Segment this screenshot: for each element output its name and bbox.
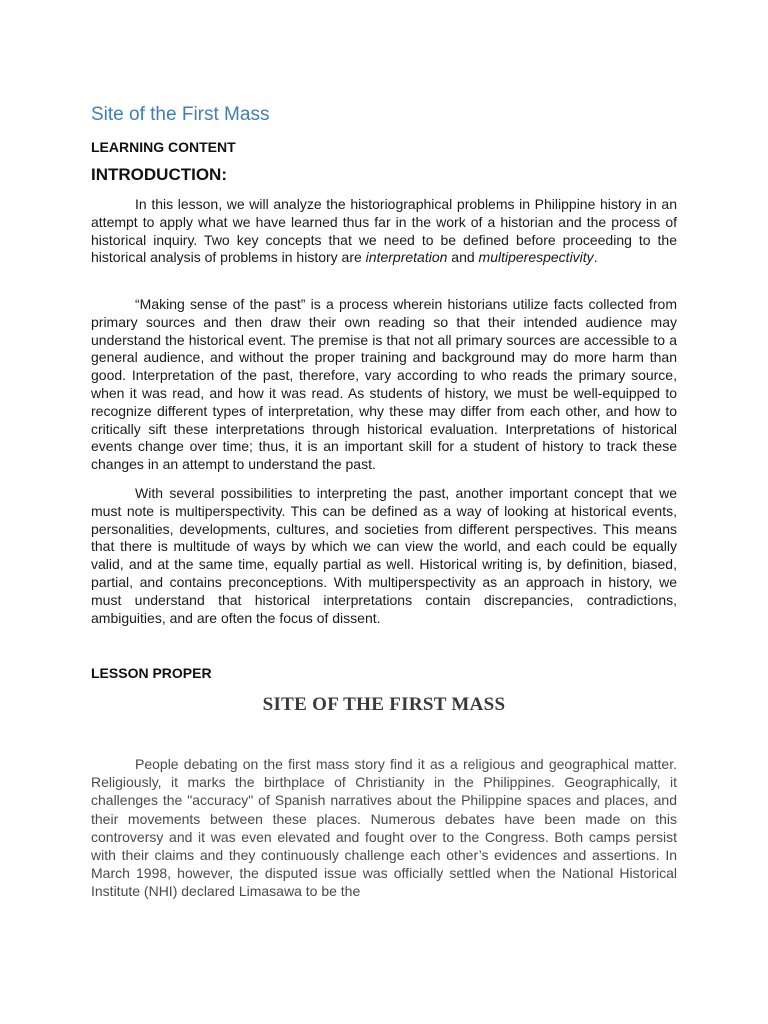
introduction-heading: INTRODUCTION: bbox=[91, 165, 227, 184]
intro-paragraph-3: With several possibilities to interpreting the past, another important concept that we must note is multiperspectivity. This can be defined as a way of looking at historical events, personalities, developments, cultures, and societies from different perspectives. This means that there is multitude of ways by which we can view the world, and each could be equally valid, and at the same time, equally partial as well. Historical writing is, by definition, biased, partial, and contains preconceptions. With multiperspectivity as an approach in history, we must understand that historical interpretations contain discrepancies, contradictions, ambiguities, and are often the focus of dissent. bbox=[91, 485, 677, 626]
lesson-title: SITE OF THE FIRST MASS bbox=[262, 694, 506, 715]
intro-p1-term-interpretation: interpretation bbox=[365, 249, 448, 266]
intro-p1-text-c: . bbox=[593, 249, 598, 266]
intro-paragraph-2: “Making sense of the past” is a process wherein historians utilize facts collected from primary sources and then draw their own reading so that their intended audience may understand the historical event. The premise is that not all primary sources are accessible to a general audience, and without the proper training and background may do more harm than good. Interpretation of the past, therefore, vary according to who reads the primary source, when it was read, and how it was read. As students of history, we must be well-equipped to recognize different types of interpretation, why these may differ from each other, and how to critically sift these interpretations through historical evaluation. Interpretations of historical events change over time; thus, it is an important skill for a student of history to track these changes in an attempt to understand the past. bbox=[91, 296, 677, 473]
intro-p1-text-b: and bbox=[447, 249, 479, 266]
lesson-proper-label: LESSON PROPER bbox=[91, 665, 212, 681]
document-title: Site of the First Mass bbox=[91, 104, 270, 125]
intro-p1-text-a: In this lesson, we will analyze the historiographical problems in Philippine history in an attempt to apply what we have learned thus far in the work of a historian and the process of historical inquiry. Two key concepts that we need to be defined before proceeding to the historical analysis of problems in history are bbox=[91, 196, 677, 266]
intro-p1-term-multiperspectivity: multiperespectivity bbox=[478, 249, 594, 266]
lesson-paragraph-1: People debating on the first mass story find it as a religious and geographical matter. Religiously, it marks the birthplace of Christianity in the Philippines. Geographically, it challenges the "accuracy" of Spanish narratives about the Philippine spaces and places, and their movements between these places. Numerous debates have been made on this controversy and it was even elevated and fought over to the Congress. Both camps persist with their claims and they continuously challenge each other’s evidences and assertions. In March 1998, however, the disputed issue was officially settled when the National Historical Institute (NHI) declared Limasawa to be the bbox=[91, 756, 677, 900]
learning-content-label: LEARNING CONTENT bbox=[91, 139, 236, 155]
intro-paragraph-1 bbox=[91, 196, 677, 267]
